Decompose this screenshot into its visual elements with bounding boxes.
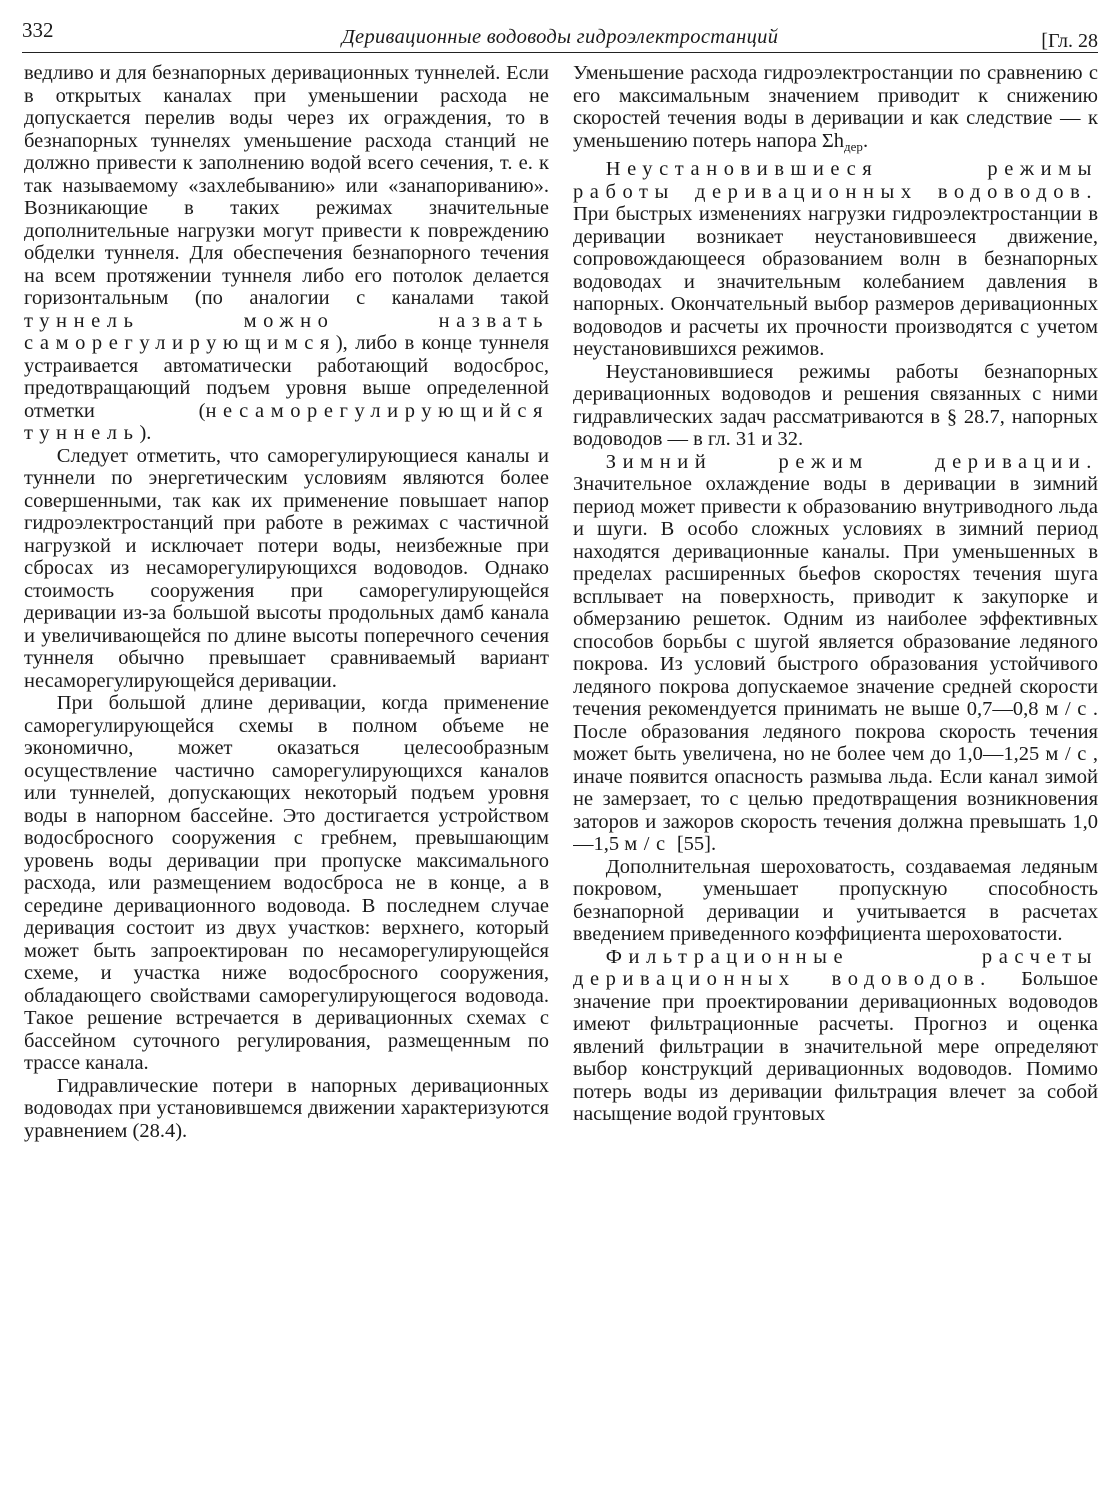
unit: м/с <box>1045 698 1093 720</box>
paragraph <box>573 946 1098 1126</box>
text-run: ведливо и для безнапорных деривационных туннелей. Если в открытых каналах при уменьшении расхода не допускается перелив воды через их ограждения, то в безнапорных туннелях уменьшение расхода станций не должно привести к заполнению водой всего сечения, т. е. к так называемому «захлебыванию» или «занапориванию». Возникающие в таких режимах значительные дополнительные нагрузки могут привести к повреждению обделки туннеля. Для обеспечения безнапорного течения на всем протяжении туннеля либо его потолок делается горизонтальным (по аналогии с каналами такой <box>24 62 549 309</box>
text-run: . <box>862 129 869 152</box>
text-run: ), либо в конце туннеля устраивается автоматически работающий водосброс, предотвращающий подъем уровня выше определенной отметки ( <box>24 332 549 422</box>
paragraph: Гидравлические потери в напорных деривационных водоводах при установившемся движении характеризуются уравнением (28.4). <box>24 1074 549 1142</box>
paragraph: Неустановившиеся режимы работы безнапорных деривационных водоводов и решения связанных с ними гидравлических задач рассматриваются в § 28.7, напорных водоводов — в гл. 31 и 32. <box>573 360 1098 450</box>
text-run: При быстрых изменениях нагрузки гидроэлектростанции в деривации возникает неустановившееся движение, сопровождающееся образованием волн в безнапорных водоводах и значительным колебанием давления в напорных. Окончательный выбор размеров деривационных водоводов и расчеты их прочности производятся с учетом неустановившихся режимов. <box>573 203 1098 360</box>
text-run: ). <box>139 422 152 444</box>
text-run: . После образования ледяного покрова скорость течения может быть увеличена, но не более чем до 1,0—1,25 <box>573 698 1098 765</box>
chapter-label: [Гл. 28 <box>1041 30 1098 52</box>
section-heading: Зимний режим деривации. <box>605 450 1098 473</box>
paragraph <box>24 62 549 445</box>
text-run: Большое значение при проектировании деривационных водоводов имеют фильтрационные расчеты. Прогноз и оценка явлений фильтрации в значительной мере определяют выбор конструкций деривационных водоводов. Помимо потерь воды из деривации фильтрация влечет за собой насыщение водой грунтовых <box>573 968 1098 1125</box>
spaced-term: туннель можно назвать саморегулирующимся <box>24 309 549 354</box>
text-run: , иначе появится опасность размыва льда. Если канал зимой не замерзает, то с целью предотвращения возникновения заторов и зажоров скорость течения должна превышать 1,0—1,5 <box>573 743 1098 855</box>
running-header <box>22 14 1098 53</box>
left-column <box>24 62 549 1502</box>
section-heading: Фильтрационные расчеты деривационных водоводов. <box>573 945 1098 990</box>
section-heading: Неустановившиеся режимы работы деривационных водоводов. <box>573 158 1098 203</box>
paragraph: Следует отметить, что саморегулирующиеся каналы и туннели по энергетическим условиям являются более совершенными, так как их применение повышает напор гидроэлектростанций при работе в режимах с частичной нагрузкой и исключает потери воды, неизбежные при сбросах из несаморегулирующихся водоводов. Однако стоимость сооружения при саморегулирующейся деривации из-за большой высоты продольных дамб канала и увеличивающейся по длине высоты поперечного сечения туннеля обычно превышает сравниваемый вариант несаморегулирующейся деривации. <box>24 444 549 692</box>
text-run: [55]. <box>671 833 717 855</box>
paragraph: Дополнительная шероховатость, создаваемая ледяным покровом, уменьшает пропускную способность безнапорной деривации и учитывается в расчетах введением приведенного коэффициента шероховатости. <box>573 855 1098 945</box>
text-run: Уменьшение расхода гидроэлектростанции по сравнению с его максимальным значением приводит к снижению скоростей течения воды в деривации и как следствие — к уменьшению потерь напора Σh <box>573 62 1098 152</box>
paragraph <box>573 62 1098 158</box>
unit: м/с <box>624 833 672 855</box>
page-number: 332 <box>22 18 54 42</box>
paragraph: При большой длине деривации, когда применение саморегулирующейся схемы в полном объеме не экономично, может оказаться целесообразным осуществление частично саморегулирующихся каналов или туннелей, допускающих некоторый подъем уровня воды в напорном бассейне. Это достигается устройством водосбросного сооружения с гребнем, превышающим уровень воды деривации при пропуске максимального расхода, или размещением водосброса не в конце, а в середине деривационного водовода. В последнем случае деривация состоит из двух участков: верхнего, который может быть запроектирован по несаморегулирующейся схеме, и участка ниже водосбросного сооружения, обладающего свойствами саморегулирующегося водовода. Такое решение встречается в деривационных схемах с бассейном суточного регулирования, размещенным по трассе канала. <box>24 692 549 1074</box>
paragraph <box>573 451 1098 856</box>
right-column <box>573 62 1098 1502</box>
text-run: Значительное охлаждение воды в деривации в зимний период может привести к образованию внутриводного льда и шуги. В особо сложных условиях в зимний период находятся деривационные каналы. При уменьшенных в пределах расширенных бьефов скоростях течения шуга всплывает на поверхность, приводит к закупорке и обмерзанию решеток. Одним из наиболее эффективных способов борьбы с шугой является образование ледяного покрова. Из условий быстрого образования устойчивого ледяного покрова допускаемое значение средней скорости течения рекомендуется принимать не выше 0,7—0,8 <box>573 473 1098 720</box>
paragraph <box>573 158 1098 361</box>
spaced-term: несаморегулирующийся туннель <box>24 399 549 444</box>
running-title: Деривационные водоводы гидроэлектростанций <box>341 26 779 48</box>
subscript: дер <box>844 138 863 154</box>
unit: м/с <box>1045 743 1093 765</box>
